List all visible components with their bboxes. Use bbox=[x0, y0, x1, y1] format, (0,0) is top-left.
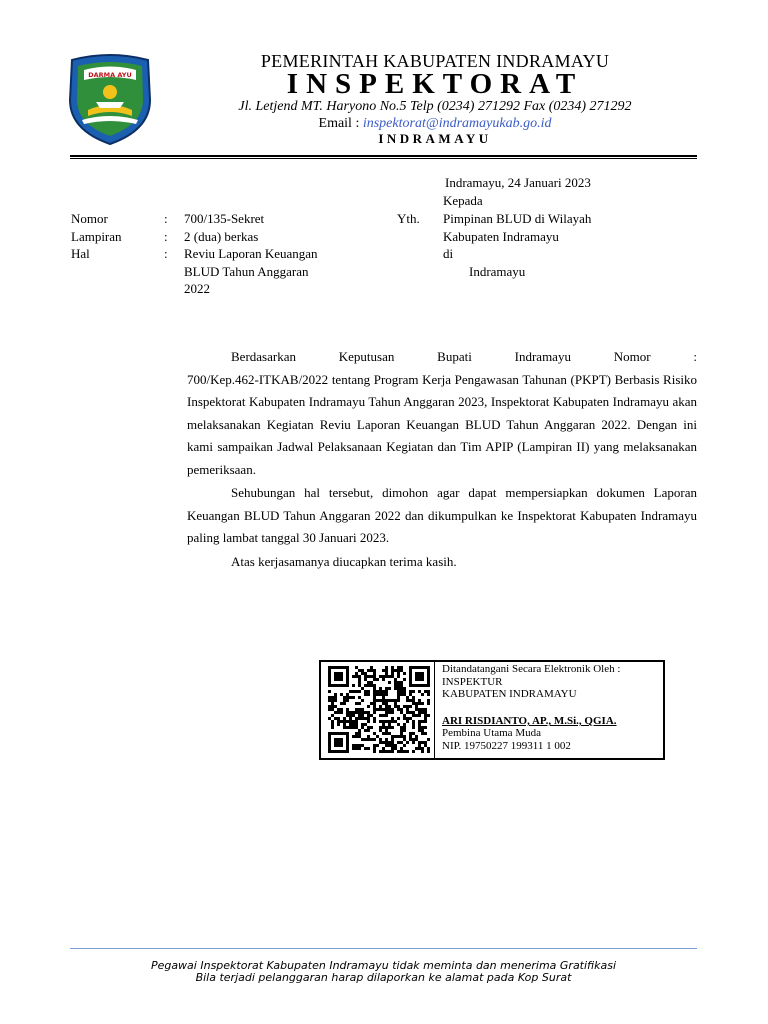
meta-label-hal: Hal bbox=[71, 246, 90, 261]
meta-value-hal: Reviu Laporan Keuangan bbox=[184, 246, 318, 261]
government-title: PEMERINTAH KABUPATEN INDRAMAYU bbox=[260, 51, 610, 71]
meta-colon: : bbox=[164, 229, 168, 244]
qr-code bbox=[328, 666, 430, 754]
signature-position: INSPEKTUR bbox=[442, 676, 503, 688]
letterhead-rule-thin bbox=[70, 158, 697, 159]
logo-text: DARMA AYU bbox=[88, 71, 132, 79]
email-line bbox=[150, 116, 720, 132]
meta-label-nomor: Nomor bbox=[71, 211, 108, 226]
letterhead-rule-thick bbox=[70, 155, 697, 157]
office-title: INSPEKTORAT bbox=[286, 68, 584, 100]
recipient-line-1: Pimpinan BLUD di Wilayah bbox=[443, 211, 592, 226]
paragraph-1-first-line: Berdasarkan Keputusan Bupati Indramayu Nomor : bbox=[231, 349, 697, 364]
meta-colon: : bbox=[164, 246, 168, 261]
email-link[interactable]: inspektorat@indramayukab.go.id bbox=[362, 116, 552, 131]
signature-caption: Ditandatangani Secara Elektronik Oleh : bbox=[442, 663, 621, 675]
office-address: Jl. Letjend MT. Haryono No.5 Telp (0234) 271292 Fax (0234) 271292 bbox=[238, 99, 632, 114]
meta-value-hal-cont-2: 2022 bbox=[184, 281, 210, 296]
paragraph-3: Atas kerjasamanya diucapkan terima kasih. bbox=[231, 553, 457, 569]
email-label: Email : bbox=[318, 116, 363, 131]
recipient-yth: Yth. bbox=[397, 211, 420, 226]
paragraph-2: Sehubungan hal tersebut, dimohon agar dapat mempersiapkan dokumen Laporan Keuangan BLUD Tahun Anggaran 2022 dan dikumpulkan ke Inspektorat Kabupaten Indramayu paling lambat tanggal 30 Januari 2023. bbox=[187, 485, 697, 545]
meta-value-lampiran: 2 (dua) berkas bbox=[184, 229, 259, 244]
footer-rule bbox=[70, 948, 697, 949]
meta-label-lampiran: Lampiran bbox=[71, 229, 122, 244]
recipient-line-2: Kabupaten Indramayu bbox=[443, 229, 559, 244]
letter-date: Indramayu, 24 Januari 2023 bbox=[445, 175, 591, 190]
footer-line-2: Bila terjadi pelanggaran harap dilaporkan ke alamat pada Kop Surat bbox=[195, 971, 572, 984]
recipient-di: di bbox=[443, 246, 454, 261]
signer-name: ARI RISDIANTO, AP., M.Si., QGIA. bbox=[442, 715, 617, 727]
paragraph-1: 700/Kep.462-ITKAB/2022 tentang Program Kerja Pengawasan Tahunan (PKPT) Berbasis Risiko Inspektorat Kabupaten Indramayu Tahun Anggaran 2023, Inspektorat Kabupaten Indramayu akan melaksanakan Kegiatan Reviu Laporan Keuangan BLUD Tahun Anggaran 2022. Dengan ini kami sampaikan Jadwal Pelaksanaan Kegiatan dan Tim APIP (Lampiran II) yang melaksanakan pemeriksaan. bbox=[187, 371, 697, 477]
signature-office: KABUPATEN INDRAMAYU bbox=[442, 688, 577, 700]
recipient-place: Indramayu bbox=[469, 264, 526, 279]
regency-emblem-logo bbox=[66, 50, 154, 146]
meta-value-nomor: 700/135-Sekret bbox=[184, 211, 265, 226]
meta-value-hal-cont-1: BLUD Tahun Anggaran bbox=[184, 264, 309, 279]
footer-line-1: Pegawai Inspektorat Kabupaten Indramayu tidak meminta dan menerima Gratifikasi bbox=[150, 959, 617, 972]
signature-divider bbox=[434, 661, 435, 758]
meta-colon: : bbox=[164, 211, 168, 226]
signer-rank: Pembina Utama Muda bbox=[442, 727, 541, 739]
signer-nip: NIP. 19750227 199311 1 002 bbox=[442, 740, 571, 752]
recipient-kepada: Kepada bbox=[443, 193, 483, 208]
letter-body bbox=[187, 346, 697, 573]
city-title: INDRAMAYU bbox=[378, 131, 492, 146]
